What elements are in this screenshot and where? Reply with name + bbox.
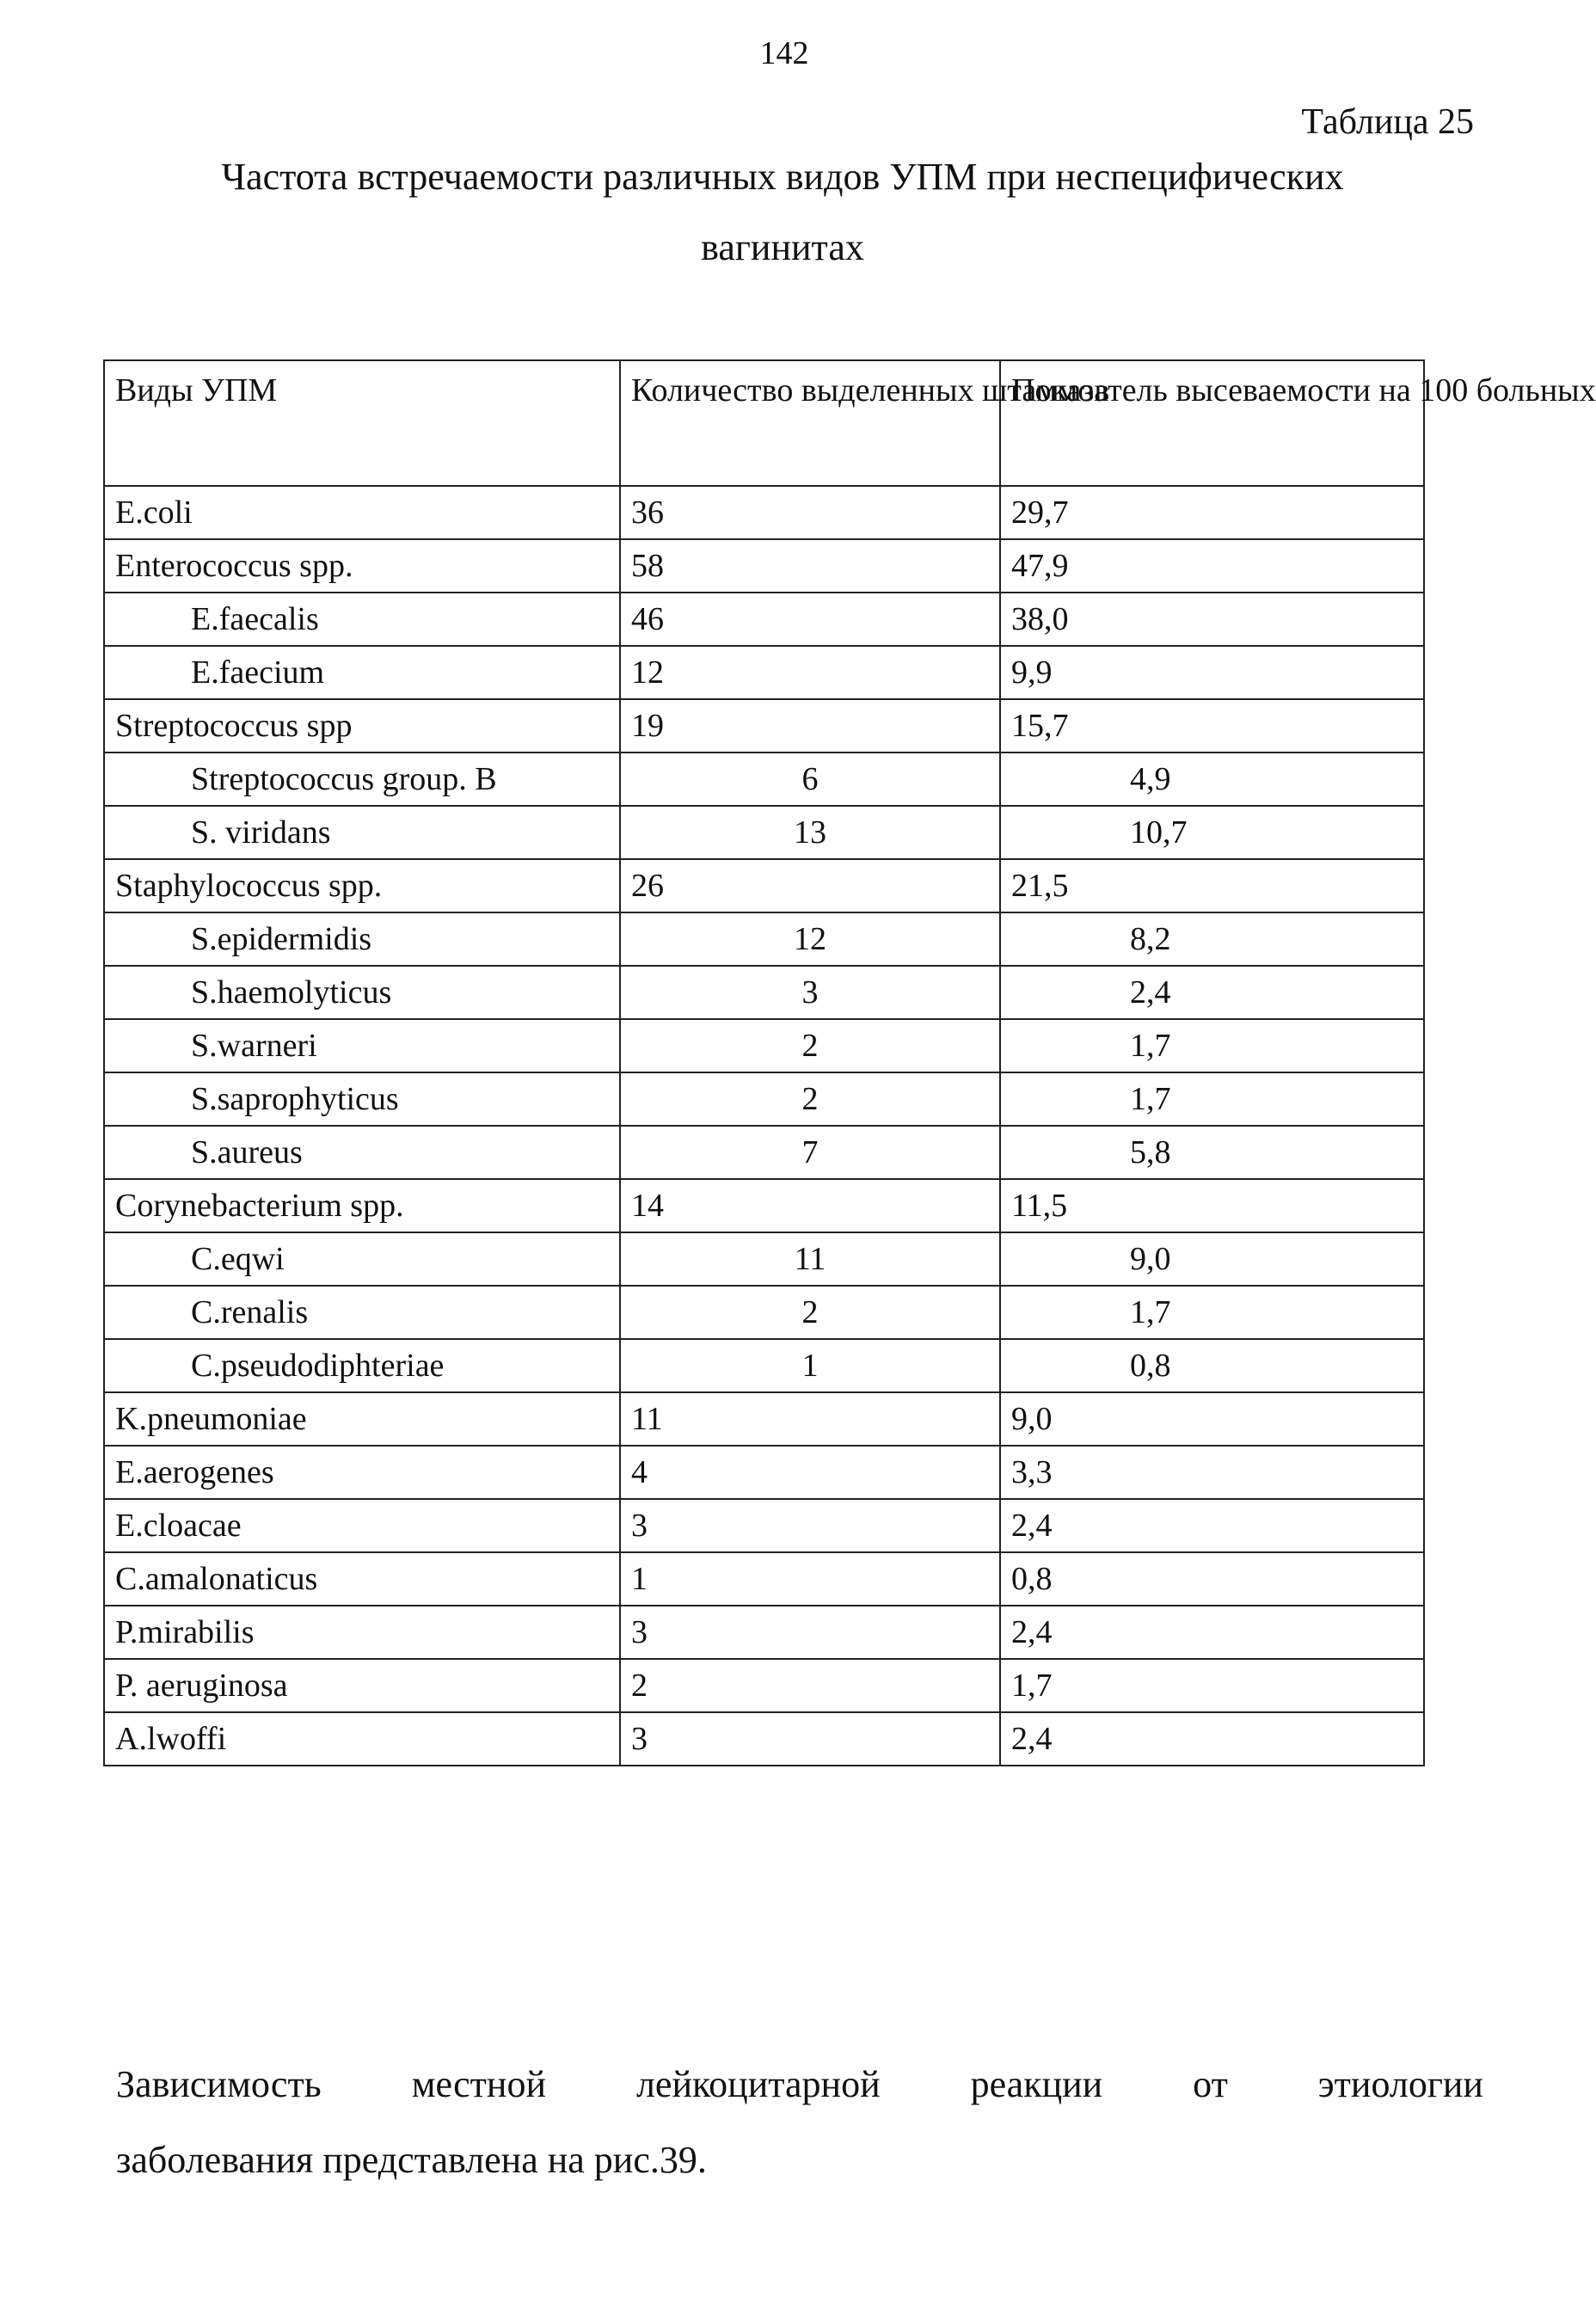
species-cell: Enterococcus spp. xyxy=(104,539,620,593)
species-cell: A.lwoffi xyxy=(104,1712,620,1766)
header-strain-count: Количество выделенных штаммов xyxy=(620,360,1000,486)
strain-count-cell: 26 xyxy=(620,859,1000,912)
table-row xyxy=(104,1019,1424,1072)
table-row xyxy=(104,1659,1424,1712)
seeding-rate-cell: 29,7 xyxy=(1000,486,1424,539)
species-cell: Staphylococcus spp. xyxy=(104,859,620,912)
species-cell: Streptococcus group. B xyxy=(104,752,620,806)
table-row xyxy=(104,486,1424,539)
header-seeding-rate: Показатель высеваемости на 100 больных xyxy=(1000,360,1424,486)
table-row xyxy=(104,859,1424,912)
paragraph-word: местной xyxy=(411,2063,547,2105)
strain-count-cell: 46 xyxy=(620,593,1000,646)
table-row xyxy=(104,1072,1424,1126)
table-row xyxy=(104,699,1424,752)
strain-count-cell: 2 xyxy=(620,1286,1000,1339)
paragraph-word: лейкоцитарной xyxy=(635,2063,881,2105)
header-species: Виды УПМ xyxy=(104,360,620,486)
strain-count-cell: 58 xyxy=(620,539,1000,593)
strain-count-cell: 2 xyxy=(620,1019,1000,1072)
body-paragraph xyxy=(116,2047,1483,2198)
species-cell: S.saprophyticus xyxy=(104,1072,620,1126)
seeding-rate-cell: 1,7 xyxy=(1000,1072,1424,1126)
strain-count-cell: 13 xyxy=(620,806,1000,859)
strain-count-cell: 3 xyxy=(620,1712,1000,1766)
species-cell: E.cloacae xyxy=(104,1499,620,1552)
strain-count-cell: 11 xyxy=(620,1392,1000,1446)
seeding-rate-cell: 11,5 xyxy=(1000,1179,1424,1232)
seeding-rate-cell: 10,7 xyxy=(1000,806,1424,859)
species-cell: S. viridans xyxy=(104,806,620,859)
table-row xyxy=(104,806,1424,859)
table-body xyxy=(104,486,1424,1766)
species-cell: S.epidermidis xyxy=(104,912,620,966)
table-row xyxy=(104,1126,1424,1179)
strain-count-cell: 6 xyxy=(620,752,1000,806)
seeding-rate-cell: 8,2 xyxy=(1000,912,1424,966)
species-cell: Streptococcus spp xyxy=(104,699,620,752)
table-row xyxy=(104,646,1424,699)
seeding-rate-cell: 38,0 xyxy=(1000,593,1424,646)
species-cell: K.pneumoniae xyxy=(104,1392,620,1446)
species-cell: Corynebacterium spp. xyxy=(104,1179,620,1232)
seeding-rate-cell: 4,9 xyxy=(1000,752,1424,806)
page-number: 142 xyxy=(759,35,809,71)
seeding-rate-cell: 2,4 xyxy=(1000,966,1424,1019)
table-row xyxy=(104,1446,1424,1499)
strain-count-cell: 1 xyxy=(620,1552,1000,1606)
table-row xyxy=(104,593,1424,646)
table-row xyxy=(104,912,1424,966)
table-row xyxy=(104,1606,1424,1659)
strain-count-cell: 3 xyxy=(620,966,1000,1019)
species-cell: C.eqwi xyxy=(104,1232,620,1286)
seeding-rate-cell: 21,5 xyxy=(1000,859,1424,912)
species-cell: S.haemolyticus xyxy=(104,966,620,1019)
paragraph-word: этиологии xyxy=(1317,2063,1483,2105)
table-row xyxy=(104,1232,1424,1286)
strain-count-cell: 7 xyxy=(620,1126,1000,1179)
paragraph-line-1 xyxy=(116,2047,1483,2122)
species-cell: P. aeruginosa xyxy=(104,1659,620,1712)
seeding-rate-cell: 1,7 xyxy=(1000,1286,1424,1339)
seeding-rate-cell: 2,4 xyxy=(1000,1712,1424,1766)
species-cell: E.faecium xyxy=(104,646,620,699)
seeding-rate-cell: 9,0 xyxy=(1000,1232,1424,1286)
seeding-rate-cell: 9,0 xyxy=(1000,1392,1424,1446)
strain-count-cell: 2 xyxy=(620,1072,1000,1126)
upm-frequency-table xyxy=(103,359,1596,1766)
species-cell: E.coli xyxy=(104,486,620,539)
seeding-rate-cell: 47,9 xyxy=(1000,539,1424,593)
table-row xyxy=(104,1179,1424,1232)
strain-count-cell: 4 xyxy=(620,1446,1000,1499)
species-cell: P.mirabilis xyxy=(104,1606,620,1659)
table-row xyxy=(104,1499,1424,1552)
seeding-rate-cell: 2,4 xyxy=(1000,1606,1424,1659)
species-cell: C.renalis xyxy=(104,1286,620,1339)
strain-count-cell: 2 xyxy=(620,1659,1000,1712)
table-row xyxy=(104,1552,1424,1606)
strain-count-cell: 3 xyxy=(620,1606,1000,1659)
seeding-rate-cell: 0,8 xyxy=(1000,1339,1424,1392)
strain-count-cell: 3 xyxy=(620,1499,1000,1552)
paragraph-line-2: заболевания представлена на рис.39. xyxy=(116,2139,707,2181)
table-row xyxy=(104,1712,1424,1766)
table-row xyxy=(104,539,1424,593)
seeding-rate-cell: 2,4 xyxy=(1000,1499,1424,1552)
species-cell: S.warneri xyxy=(104,1019,620,1072)
table-row xyxy=(104,1339,1424,1392)
strain-count-cell: 36 xyxy=(620,486,1000,539)
table-row xyxy=(104,752,1424,806)
table-caption: Частота встречаемости различных видов УПМ при неспецифических вагинитах xyxy=(221,156,1344,268)
seeding-rate-cell: 3,3 xyxy=(1000,1446,1424,1499)
table-label: Таблица 25 xyxy=(1301,102,1474,142)
strain-count-cell: 12 xyxy=(620,912,1000,966)
paragraph-word: Зависимость xyxy=(116,2063,322,2105)
species-cell: C.pseudodiphteriae xyxy=(104,1339,620,1392)
species-cell: S.aureus xyxy=(104,1126,620,1179)
seeding-rate-cell: 0,8 xyxy=(1000,1552,1424,1606)
seeding-rate-cell: 1,7 xyxy=(1000,1659,1424,1712)
seeding-rate-cell: 5,8 xyxy=(1000,1126,1424,1179)
table-row xyxy=(104,1286,1424,1339)
species-cell: C.amalonaticus xyxy=(104,1552,620,1606)
table-header-row xyxy=(104,360,1424,486)
paragraph-word: реакции xyxy=(970,2063,1103,2105)
seeding-rate-cell: 9,9 xyxy=(1000,646,1424,699)
strain-count-cell: 19 xyxy=(620,699,1000,752)
strain-count-cell: 1 xyxy=(620,1339,1000,1392)
strain-count-cell: 14 xyxy=(620,1179,1000,1232)
table-row xyxy=(104,1392,1424,1446)
strain-count-cell: 11 xyxy=(620,1232,1000,1286)
species-cell: E.faecalis xyxy=(104,593,620,646)
species-cell: E.aerogenes xyxy=(104,1446,620,1499)
seeding-rate-cell: 15,7 xyxy=(1000,699,1424,752)
paragraph-word: от xyxy=(1193,2063,1228,2105)
seeding-rate-cell: 1,7 xyxy=(1000,1019,1424,1072)
table-row xyxy=(104,966,1424,1019)
strain-count-cell: 12 xyxy=(620,646,1000,699)
